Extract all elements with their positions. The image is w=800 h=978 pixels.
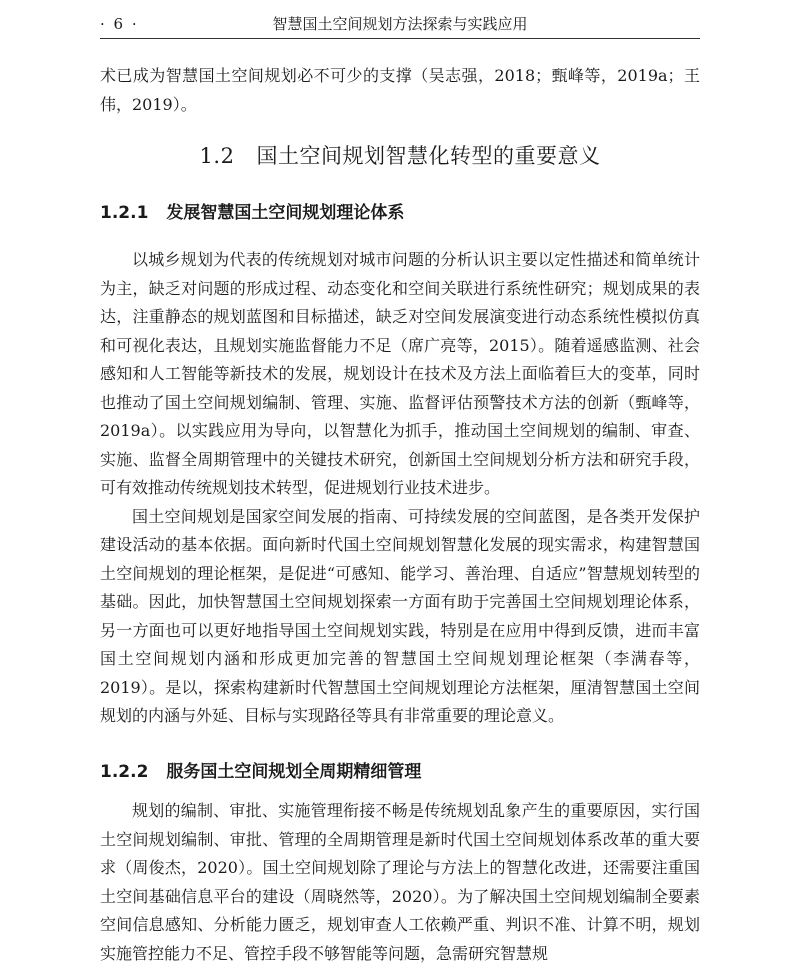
intro-continuation — [100, 62, 700, 119]
paragraph: 规划的编制、审批、实施管理衔接不畅是传统规划乱象产生的重要原因，实行国土空间规划编制、审批、管理的全周期管理是新时代国土空间规划体系改革的重大要求（周俊杰，2020）。国土空间规划除了理论与方法上的智慧化改进，还需要注重国土空间基础信息平台的建设（周晓然等，2020）。为了解决国土空间规划编制全要素空间信息感知、分析能力匮乏，规划审查人工依赖严重、判识不准、计算不明，规划实施管控能力不足、管控手段不够智能等问题，急需研究智慧规 — [100, 801, 700, 963]
subsection-number: 1.2.1 — [100, 203, 149, 223]
running-header — [100, 10, 700, 39]
subsection-heading-2 — [100, 758, 700, 786]
subsection-title: 发展智慧国土空间规划理论体系 — [166, 203, 405, 223]
subsection-2-body — [100, 797, 700, 968]
section-heading — [100, 141, 700, 171]
page-number: · 6 · — [100, 15, 139, 33]
subsection-heading-1 — [100, 199, 700, 227]
section-title: 国土空间规划智慧化转型的重要意义 — [256, 144, 601, 168]
subsection-number: 1.2.2 — [100, 762, 149, 782]
paragraph: 术已成为智慧国土空间规划必不可少的支撑（吴志强，2018；甄峰等，2019a；王伟，2019）。 — [100, 66, 700, 114]
subsection-title: 服务国土空间规划全周期精细管理 — [166, 762, 422, 782]
paragraph: 以城乡规划为代表的传统规划对城市问题的分析认识主要以定性描述和简单统计为主，缺乏对问题的形成过程、动态变化和空间关联进行系统性研究；规划成果的表达，注重静态的规划蓝图和目标描述，缺乏对空间发展演变进行动态系统性模拟仿真和可视化表达，且规划实施监督能力不足（席广亮等，2015）。随着遥感监测、社会感知和人工智能等新技术的发展，规划设计在技术及方法上面临着巨大的变革，同时也推动了国土空间规划编制、管理、实施、监督评估预警技术方法的创新（甄峰等，2019a）。以实践应用为导向，以智慧化为抓手，推动国土空间规划的编制、审查、实施、监督全周期管理中的关键技术研究，创新国土空间规划分析方法和研究手段，可有效推动传统规划技术转型，促进规划行业技术进步。 — [100, 250, 700, 497]
paragraph: 国土空间规划是国家空间发展的指南、可持续发展的空间蓝图，是各类开发保护建设活动的基本依据。面向新时代国土空间规划智慧化发展的现实需求，构建智慧国土空间规划的理论框架，是促进“可感知、能学习、善治理、自适应”智慧规划转型的基础。因此，加快智慧国土空间规划探索一方面有助于完善国土空间规划理论体系，另一方面也可以更好地指导国土空间规划实践，特别是在应用中得到反馈，进而丰富国土空间规划内涵和形成更加完善的智慧国土空间规划理论框架（李满春等，2019）。是以，探索构建新时代智慧国土空间规划理论方法框架，厘清智慧国土空间规划的内涵与外延、目标与实现路径等具有非常重要的理论意义。 — [100, 506, 700, 725]
section-number: 1.2 — [199, 144, 235, 168]
book-title: 智慧国土空间规划方法探索与实践应用 — [272, 15, 528, 33]
subsection-1-body — [100, 246, 700, 731]
